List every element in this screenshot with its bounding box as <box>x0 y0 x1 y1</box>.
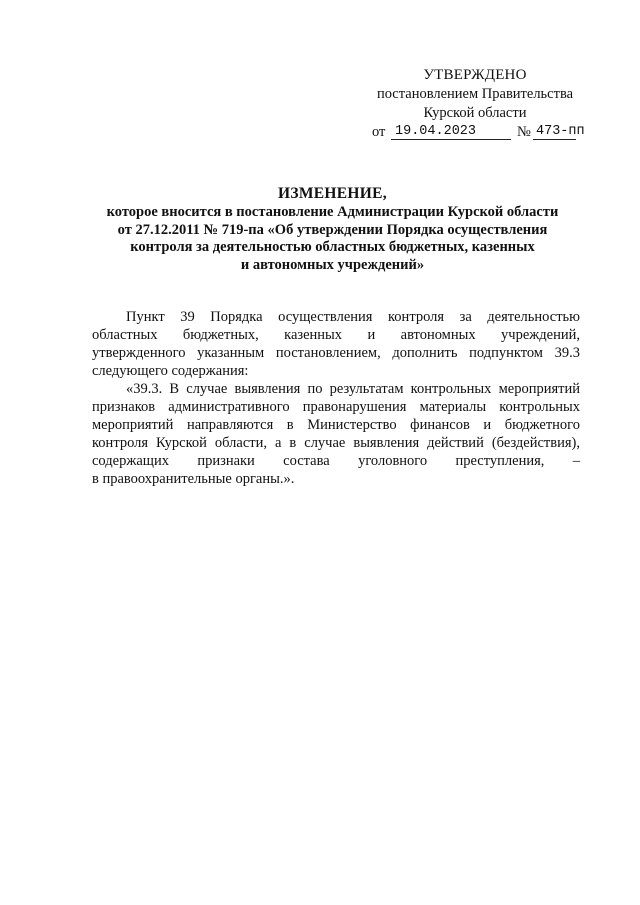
paragraph-2-line: содержащих признаки состава уголовного преступления, – <box>92 453 580 469</box>
paragraph-2-line: «39.3. В случае выявления по результатам контрольных мероприятий <box>126 381 580 397</box>
document-title <box>80 183 585 274</box>
paragraph-2-line: мероприятий направляются в Министерство финансов и бюджетного <box>92 417 580 433</box>
approval-number: 473-пп <box>533 122 576 140</box>
paragraph-2-line: контроля Курской области, а в случае выявления действий (бездействия), <box>92 435 580 451</box>
paragraph-2 <box>92 380 580 488</box>
paragraph-1-line: Пункт 39 Порядка осуществления контроля за деятельностью <box>126 309 580 325</box>
approved-label: УТВЕРЖДЕНО <box>423 67 527 83</box>
paragraph-1-line: утвержденного указанным постановлением, дополнить подпунктом 39.3 <box>92 345 580 361</box>
number-label: № <box>517 124 531 140</box>
paragraph-1-line: областных бюджетных, казенных и автономных учреждений, <box>92 327 580 343</box>
document-body <box>92 308 580 488</box>
paragraph-2-line: признаков административного правонарушения материалы контрольных <box>92 399 580 415</box>
from-label: от <box>372 124 386 140</box>
approval-date-line <box>360 123 590 142</box>
title-line-2: от 27.12.2011 № 719-па «Об утверждении Порядка осуществления <box>117 221 548 238</box>
approval-date: 19.04.2023 <box>391 122 511 140</box>
title-heading: ИЗМЕНЕНИЕ, <box>278 185 387 202</box>
paragraph-1 <box>92 308 580 380</box>
approval-stamp <box>360 66 590 142</box>
title-line-1: которое вносится в постановление Администрации Курской области <box>106 204 559 220</box>
approval-line-2: Курской области <box>423 105 527 121</box>
title-line-4: и автономных учреждений» <box>240 256 425 273</box>
title-line-3: контроля за деятельностью областных бюджетных, казенных <box>130 239 535 255</box>
paragraph-2-line: в правоохранительные органы.». <box>92 471 295 487</box>
approval-line-1: постановлением Правительства <box>376 86 574 102</box>
paragraph-1-line: следующего содержания: <box>92 363 249 379</box>
